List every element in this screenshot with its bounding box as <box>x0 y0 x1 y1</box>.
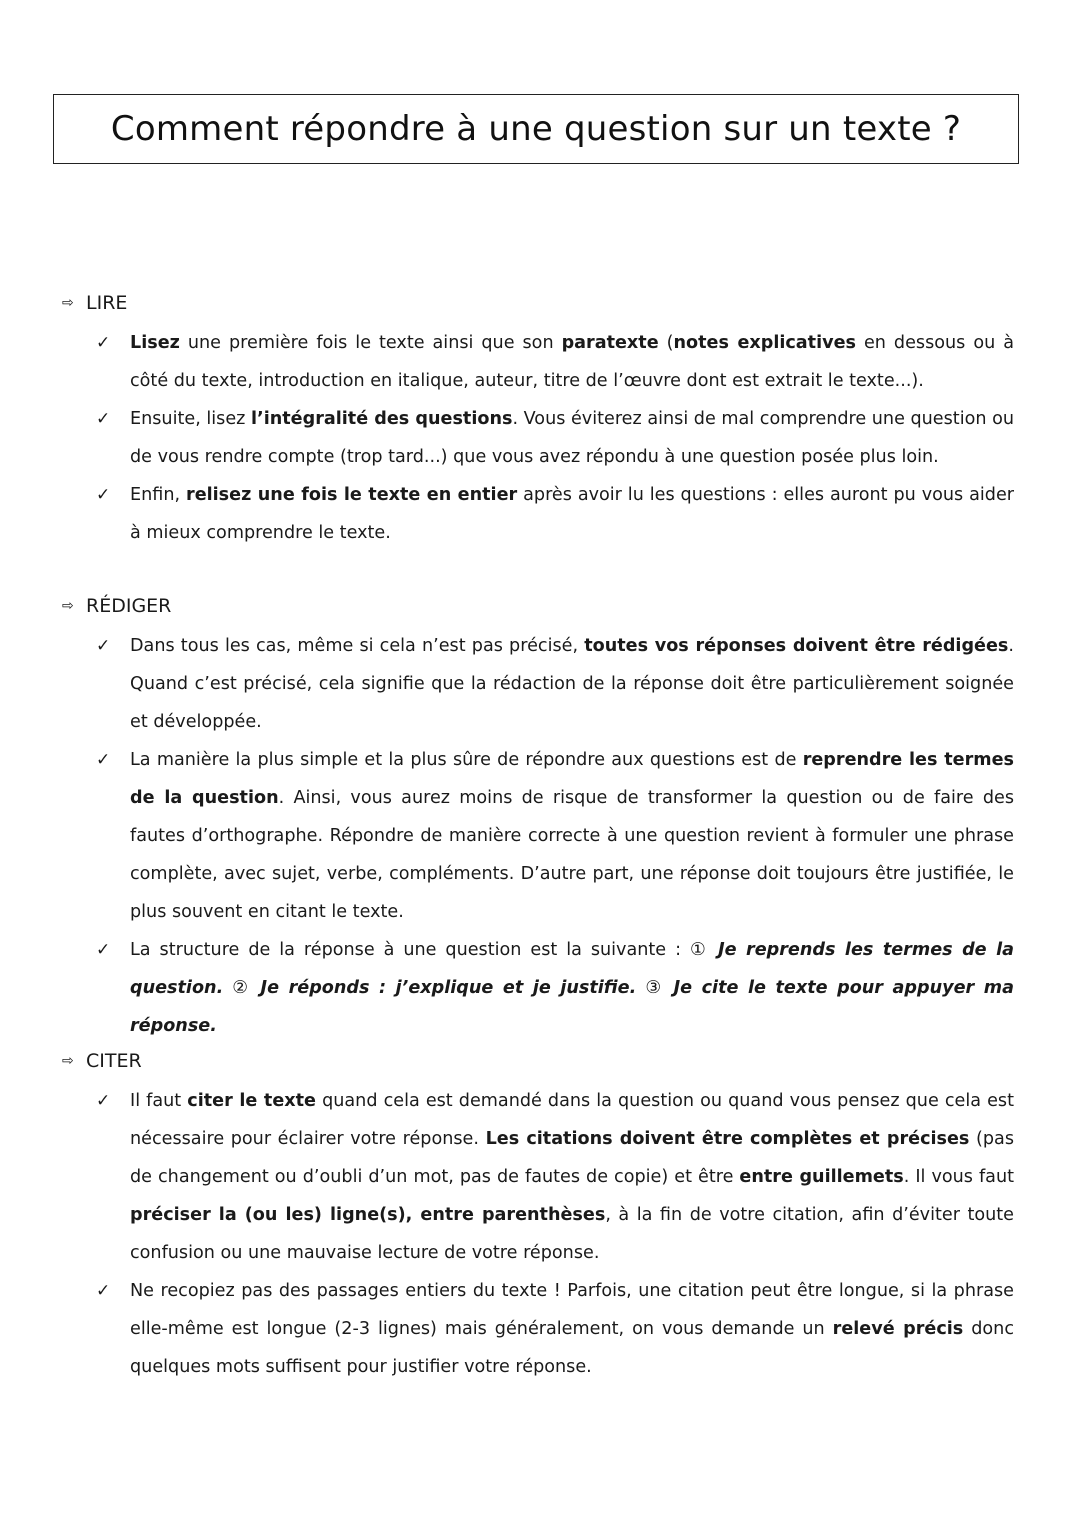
section-heading <box>62 1048 1014 1074</box>
bold-text: paratexte <box>561 333 659 353</box>
list-item <box>62 1272 1014 1386</box>
list-item-text <box>130 1281 1014 1377</box>
text-run: après avoir lu les questions : elles auront pu vous aider à mieux comprendre le texte. <box>130 485 1015 543</box>
text-run: , à la fin de votre citation, afin d’éviter toute confusion ou une mauvaise lecture de votre réponse. <box>130 1205 1014 1263</box>
section-heading-label: RÉDIGER <box>86 595 172 617</box>
bold-italic-text: Je cite le texte pour appuyer ma réponse. <box>130 978 1014 1036</box>
text-run: (pas de changement ou d’oubli d’un mot, pas de fautes de copie) et être <box>130 1129 1014 1187</box>
section-heading-label: CITER <box>86 1050 142 1072</box>
list-item <box>62 627 1014 741</box>
arrow-right-icon: ⇨ <box>62 1053 74 1069</box>
bold-text: l’intégralité des questions <box>250 409 513 429</box>
bullet-list <box>62 627 1014 1045</box>
list-item <box>62 931 1014 1045</box>
section-heading-label: LIRE <box>86 292 128 314</box>
text-run: . Vous éviterez ainsi de mal comprendre une question ou de vous rendre compte (trop tard...) que vous avez répondu à une question posée plus loin. <box>130 409 1015 467</box>
section-heading <box>62 290 1014 316</box>
title-box <box>53 94 1019 164</box>
text-run: en dessous ou à côté du texte, introduction en italique, auteur, titre de l’œuvre dont est extrait le texte...). <box>130 333 1014 391</box>
bold-text: entre guillemets <box>739 1167 904 1187</box>
text-run: Ne recopiez pas des passages entiers du texte ! Parfois, une citation peut être longue, si la phrase elle-même est longue (2-3 lignes) mais généralement, on vous demande un <box>130 1281 1014 1339</box>
text-run: La structure de la réponse à une question est la suivante : ① <box>130 940 719 960</box>
bold-italic-text: Je reprends les termes de la question. <box>130 940 1015 998</box>
bold-text: relevé précis <box>832 1319 964 1339</box>
bold-text: Les citations doivent être complètes et précises <box>485 1129 970 1149</box>
text-run: La manière la plus simple et la plus sûre de répondre aux questions est de <box>130 750 803 770</box>
list-item <box>62 324 1014 400</box>
arrow-right-icon: ⇨ <box>62 598 74 614</box>
text-run: ② <box>223 978 261 998</box>
text-run: Dans tous les cas, même si cela n’est pas précisé, <box>130 636 585 656</box>
text-run: Ensuite, lisez <box>130 409 251 429</box>
text-run: Enfin, <box>130 485 187 505</box>
checkmark-icon: ✓ <box>96 485 111 505</box>
bold-text: notes explicatives <box>673 333 856 353</box>
list-item <box>62 741 1014 931</box>
checkmark-icon: ✓ <box>96 1281 111 1301</box>
text-run: quand cela est demandé dans la question ou quand vous pensez que cela est nécessaire pour éclairer votre réponse. <box>130 1091 1014 1149</box>
text-run: ③ <box>636 978 674 998</box>
checkmark-icon: ✓ <box>96 409 111 429</box>
section-heading <box>62 593 1014 619</box>
bullet-list <box>62 324 1014 552</box>
list-item-text <box>130 333 1014 391</box>
checkmark-icon: ✓ <box>96 636 111 656</box>
checkmark-icon: ✓ <box>96 333 111 353</box>
bold-text: préciser la (ou les) ligne(s), entre parenthèses <box>130 1205 606 1225</box>
text-run: Il faut <box>130 1091 188 1111</box>
list-item-text <box>130 485 1014 543</box>
bold-text: relisez une fois le texte en entier <box>186 485 518 505</box>
list-item-text <box>130 940 1014 1036</box>
list-item <box>62 400 1014 476</box>
bold-text: toutes vos réponses doivent être rédigées <box>584 636 1009 656</box>
section-citer <box>62 1048 1014 1386</box>
page-title: Comment répondre à une question sur un texte ? <box>110 109 962 149</box>
section-lire <box>62 290 1014 552</box>
checkmark-icon: ✓ <box>96 1091 111 1111</box>
list-item-text <box>130 409 1014 467</box>
section-rediger <box>62 593 1014 1045</box>
text-run: . Ainsi, vous aurez moins de risque de transformer la question ou de faire des fautes d’orthographe. Répondre de manière correcte à une question revient à formuler une phrase complète, avec sujet, verbe, compléments. D’autre part, une réponse doit toujours être justifiée, le plus souvent en citant le texte. <box>130 788 1014 922</box>
text-run: . Quand c’est précisé, cela signifie que la rédaction de la réponse doit être particulièrement soignée et développée. <box>130 636 1014 732</box>
checkmark-icon: ✓ <box>96 750 111 770</box>
list-item-text <box>130 636 1014 732</box>
list-item <box>62 476 1014 552</box>
text-run: ( <box>658 333 674 353</box>
arrow-right-icon: ⇨ <box>62 295 74 311</box>
text-run: donc quelques mots suffisent pour justifier votre réponse. <box>130 1319 1014 1377</box>
list-item-text <box>130 1091 1014 1263</box>
list-item <box>62 1082 1014 1272</box>
bold-italic-text: Je réponds : j’explique et je justifie. <box>260 978 637 998</box>
checkmark-icon: ✓ <box>96 940 111 960</box>
text-run: une première fois le texte ainsi que son <box>179 333 562 353</box>
bold-text: reprendre les termes de la question <box>130 750 1015 808</box>
list-item-text <box>130 750 1014 922</box>
bold-text: Lisez <box>130 333 180 353</box>
bullet-list <box>62 1082 1014 1386</box>
text-run: . Il vous faut <box>903 1167 1014 1187</box>
bold-text: citer le texte <box>187 1091 316 1111</box>
